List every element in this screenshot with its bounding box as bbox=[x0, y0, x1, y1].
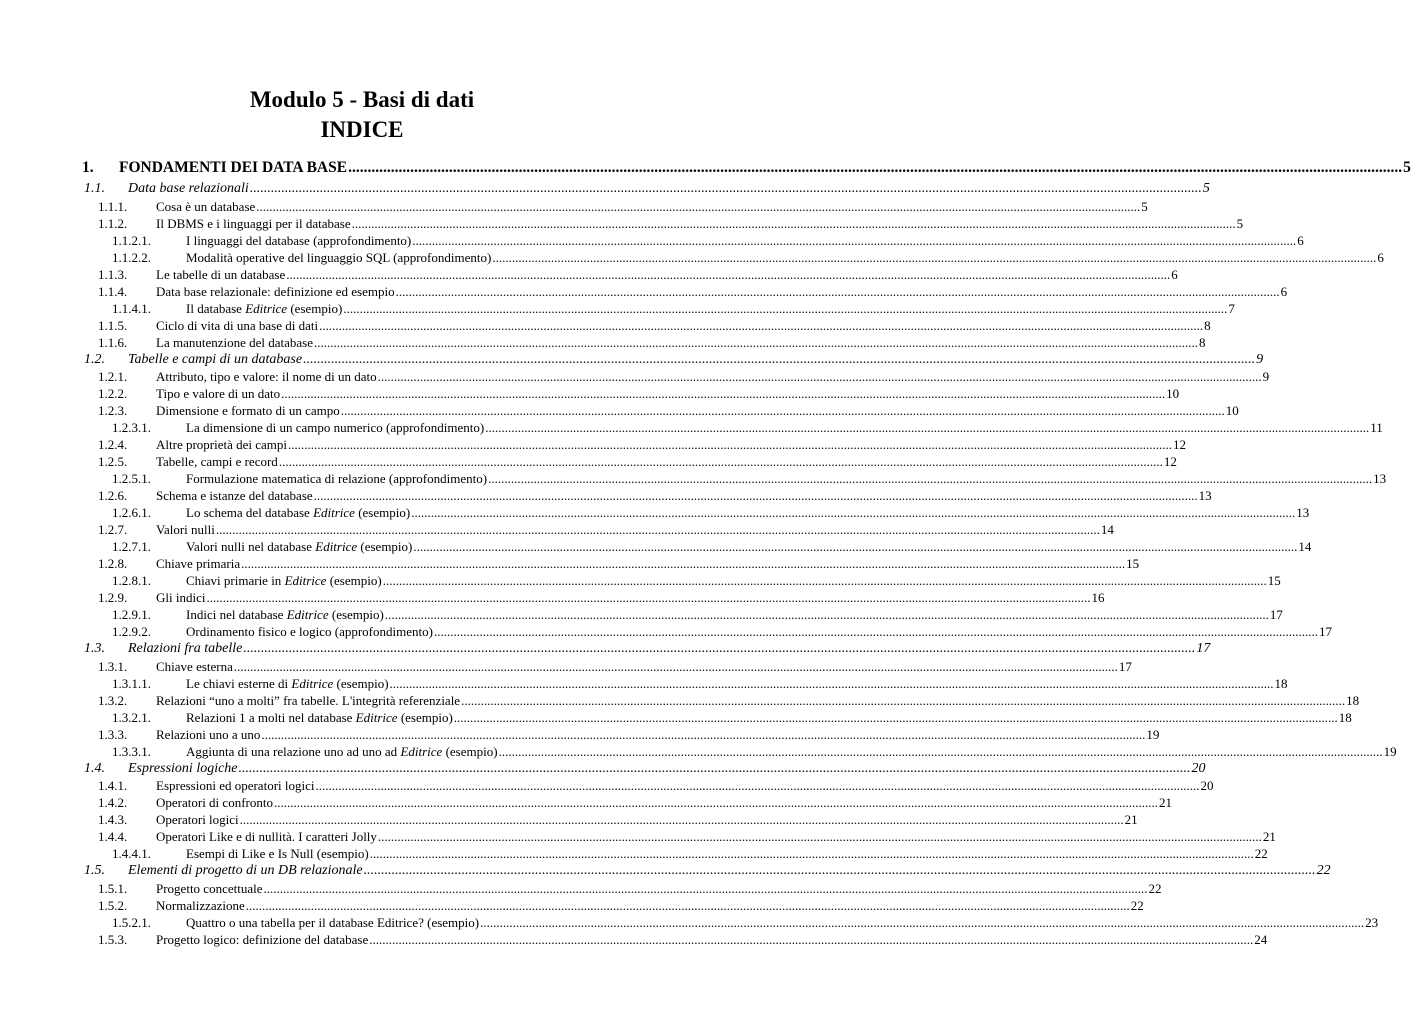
toc-entry-page: 15 bbox=[1267, 573, 1281, 589]
toc-entry-page: 5 bbox=[1141, 198, 1148, 214]
toc-entry-page: 10 bbox=[1225, 403, 1239, 419]
toc-entry-title bbox=[156, 726, 260, 743]
toc-entry-title-part: Gli indici bbox=[156, 590, 206, 606]
toc-dot-leader bbox=[261, 726, 1145, 743]
toc-entry-title-part: Data base relazionali bbox=[128, 181, 249, 196]
toc-entry-page: 13 bbox=[1296, 505, 1310, 521]
page-subtitle: INDICE bbox=[320, 117, 404, 142]
toc-entry-title-part: Lo schema del database bbox=[186, 505, 314, 521]
toc-entry[interactable] bbox=[82, 266, 1178, 283]
toc-entry[interactable] bbox=[82, 675, 1288, 692]
toc-dot-leader bbox=[352, 215, 1236, 232]
toc-entry-number: 1.1.2.1. bbox=[112, 232, 151, 248]
toc-entry[interactable] bbox=[82, 368, 1270, 385]
toc-dot-leader bbox=[461, 692, 1345, 709]
toc-entry[interactable] bbox=[82, 743, 1397, 760]
toc-entry-number: 1.4. bbox=[84, 760, 105, 776]
toc-entry-number: 1.1.2. bbox=[98, 215, 128, 231]
toc-dot-leader bbox=[303, 351, 1255, 369]
toc-entry-title-part: (esempio) bbox=[354, 505, 411, 521]
toc-entry-title-part: Attributo, tipo e valore: il nome di un dato bbox=[156, 369, 377, 385]
toc-entry-number: 1.5.1. bbox=[98, 880, 128, 896]
toc-entry-number: 1.2.4. bbox=[98, 437, 128, 453]
toc-entry-title bbox=[156, 880, 263, 897]
toc-entry-title bbox=[128, 760, 238, 778]
toc-dot-leader bbox=[286, 266, 1170, 283]
toc-entry-title bbox=[186, 232, 411, 249]
toc-entry[interactable] bbox=[82, 283, 1288, 300]
toc-entry-number: 1.1.4. bbox=[98, 283, 128, 299]
toc-dot-leader bbox=[279, 453, 1163, 470]
toc-entry-page: 9 bbox=[1256, 351, 1264, 367]
toc-entry-page: 14 bbox=[1298, 539, 1312, 555]
toc-entry[interactable] bbox=[82, 606, 1283, 623]
toc-entry-number: 1.3.1.1. bbox=[112, 675, 151, 691]
toc-entry[interactable] bbox=[82, 156, 1411, 180]
toc-entry-title bbox=[156, 368, 377, 385]
toc-entry[interactable] bbox=[82, 180, 1210, 198]
toc-entry-number: 1.3.3. bbox=[98, 726, 128, 742]
toc-entry-title-part: Il DBMS e i linguaggi per il database bbox=[156, 215, 351, 231]
toc-dot-leader bbox=[234, 658, 1118, 675]
toc-entry[interactable] bbox=[82, 300, 1235, 317]
toc-dot-leader bbox=[411, 504, 1295, 521]
toc-dot-leader bbox=[281, 385, 1165, 402]
toc-entry-number: 1.3.3.1. bbox=[112, 743, 151, 759]
toc-dot-leader bbox=[319, 317, 1203, 334]
toc-entry-title-part: Chiave primaria bbox=[156, 556, 241, 572]
toc-entry-page: 19 bbox=[1383, 743, 1397, 759]
toc-entry-title-part: (esempio) bbox=[287, 300, 343, 316]
toc-entry-title-part: Progetto concettuale bbox=[156, 880, 263, 896]
toc-entry-page: 6 bbox=[1280, 283, 1288, 299]
toc-entry-title-part: Editrice bbox=[286, 607, 329, 623]
toc-entry-title-part: Dimensione e formato di un campo bbox=[156, 403, 340, 419]
toc-dot-leader bbox=[314, 334, 1198, 351]
toc-entry-number: 1.2.9.1. bbox=[112, 607, 151, 623]
toc-entry-title-part: Editrice bbox=[313, 505, 355, 521]
toc-entry-title-part: Tipo e valore di un dato bbox=[156, 386, 281, 402]
page-title: Modulo 5 - Basi di dati bbox=[249, 87, 475, 112]
toc-dot-leader bbox=[216, 521, 1100, 538]
toc-entry-number: 1.5.2. bbox=[98, 897, 128, 913]
toc-entry-number: 1.3.1. bbox=[98, 658, 128, 674]
toc-entry-page: 17 bbox=[1196, 641, 1211, 657]
toc-dot-leader bbox=[378, 368, 1262, 385]
toc-entry-title-part: Schema e istanze del database bbox=[156, 488, 313, 504]
toc-entry-title-part: (esempio) bbox=[357, 539, 413, 555]
toc-entry-number: 1.2.8.1. bbox=[112, 573, 151, 589]
toc-entry-title-part: Le tabelle di un database bbox=[156, 266, 286, 282]
toc-entry-title bbox=[156, 385, 280, 402]
toc-entry-title-part: Progetto logico: definizione del database bbox=[156, 931, 369, 947]
toc-entry-page: 18 bbox=[1274, 675, 1288, 691]
toc-entry-title-part: Indici nel database bbox=[186, 607, 287, 623]
toc-entry-title bbox=[186, 623, 433, 640]
toc-entry-title bbox=[186, 249, 491, 266]
toc-entry-title bbox=[186, 504, 410, 521]
toc-entry-title bbox=[156, 811, 239, 828]
toc-entry-title-part: Operatori logici bbox=[156, 812, 239, 828]
toc-entry-title bbox=[128, 180, 249, 198]
toc-entry-number: 1.2.7.1. bbox=[112, 539, 151, 555]
toc-entry-title-part: Altre proprietà dei campi bbox=[156, 437, 288, 453]
toc-entry[interactable] bbox=[82, 623, 1332, 640]
toc-entry-number: 1.1.4.1. bbox=[112, 300, 151, 316]
toc-entry-title-part: Relazioni uno a uno bbox=[156, 726, 261, 742]
toc-entry-page: 17 bbox=[1118, 658, 1132, 674]
toc-entry[interactable] bbox=[82, 317, 1211, 334]
toc-entry-page: 17 bbox=[1269, 607, 1283, 623]
toc-entry-title bbox=[156, 931, 368, 948]
toc-dot-leader bbox=[239, 760, 1191, 778]
toc-dot-leader bbox=[243, 640, 1195, 658]
toc-entry-title bbox=[128, 351, 302, 369]
toc-dot-leader bbox=[241, 555, 1125, 572]
toc-entry-title-part: Chiave esterna bbox=[156, 658, 233, 674]
toc-entry-title-part: Formulazione matematica di relazione (approfondimento) bbox=[186, 471, 488, 487]
toc-entry-number: 1.1.5. bbox=[98, 317, 128, 333]
toc-entry[interactable] bbox=[82, 402, 1239, 419]
toc-entry[interactable] bbox=[82, 436, 1187, 453]
toc-entry-page: 13 bbox=[1373, 471, 1387, 487]
toc-entry-page: 8 bbox=[1204, 317, 1211, 333]
toc-dot-leader bbox=[274, 794, 1158, 811]
toc-entry-title bbox=[156, 402, 340, 419]
toc-entry-number: 1.4.2. bbox=[98, 795, 128, 811]
toc-entry-title-part: Espressioni logiche bbox=[128, 760, 238, 776]
toc-entry-title-part: Editrice bbox=[284, 573, 327, 589]
toc-entry-number: 1.4.4. bbox=[98, 829, 128, 845]
toc-entry-title-part: Editrice bbox=[291, 675, 334, 691]
toc-entry-title bbox=[186, 743, 498, 760]
toc-entry-number: 1.2.9. bbox=[98, 590, 128, 606]
toc-entry-page: 22 bbox=[1254, 846, 1268, 862]
toc-dot-leader bbox=[488, 470, 1372, 487]
toc-dot-leader bbox=[206, 589, 1090, 606]
toc-dot-leader bbox=[413, 538, 1297, 555]
toc-dot-leader bbox=[240, 811, 1124, 828]
toc-entry-number: 1.2.6. bbox=[98, 488, 128, 504]
toc-entry[interactable] bbox=[82, 504, 1310, 521]
toc-entry-title-part: Ciclo di vita di una base di dati bbox=[156, 317, 319, 333]
toc-entry[interactable] bbox=[82, 351, 1264, 369]
toc-entry[interactable] bbox=[82, 862, 1331, 880]
toc-entry-title-part: Tabelle e campi di un database bbox=[128, 351, 303, 367]
toc-entry-title-part: (esempio) bbox=[397, 709, 453, 725]
toc-entry-title-part: Esempi di Like e Is Null (esempio) bbox=[186, 846, 369, 862]
toc-entry-number: 1.4.1. bbox=[98, 778, 128, 794]
toc-entry-page: 19 bbox=[1146, 726, 1160, 742]
toc-entry[interactable] bbox=[82, 811, 1138, 828]
toc-entry-title-part: (esempio) bbox=[328, 607, 384, 623]
toc-entry-number: 1.1.2.2. bbox=[112, 249, 151, 265]
toc-entry-number: 1.2.3.1. bbox=[112, 420, 151, 436]
toc-entry-title bbox=[156, 555, 240, 572]
toc-dot-leader bbox=[383, 572, 1267, 589]
toc-entry-title bbox=[186, 538, 412, 555]
toc-entry[interactable] bbox=[82, 897, 1144, 914]
toc-entry-title bbox=[186, 845, 369, 862]
toc-entry-page: 21 bbox=[1158, 795, 1172, 811]
toc-entry-title bbox=[156, 334, 313, 351]
toc-dot-leader bbox=[434, 623, 1318, 640]
toc-entry-title bbox=[156, 317, 318, 334]
toc-entry-page: 18 bbox=[1346, 692, 1360, 708]
toc-entry-title bbox=[186, 606, 384, 623]
toc-entry-title-part: Relazioni “uno a molti” fra tabelle. L'integrità referenziale bbox=[156, 692, 461, 708]
toc-entry-number: 1.2.5. bbox=[98, 454, 128, 470]
toc-entry-page: 17 bbox=[1318, 624, 1332, 640]
toc-entry-title bbox=[186, 470, 487, 487]
toc-entry-page: 14 bbox=[1100, 522, 1114, 538]
toc-entry-title bbox=[156, 828, 377, 845]
toc-entry-title bbox=[156, 487, 313, 504]
toc-entry-number: 1.1.6. bbox=[98, 334, 128, 350]
toc-entry-title-part: La dimensione di un campo numerico (approfondimento) bbox=[186, 420, 485, 436]
toc-entry-page: 18 bbox=[1338, 709, 1352, 725]
toc-entry[interactable] bbox=[82, 794, 1172, 811]
toc-entry[interactable] bbox=[82, 419, 1383, 436]
toc-entry-page: 13 bbox=[1198, 488, 1212, 504]
toc-entry-title-part: Editrice bbox=[400, 743, 443, 759]
toc-entry-title-part: (esempio) bbox=[442, 743, 498, 759]
toc-entry-title-part: Data base relazionale: definizione ed esempio bbox=[156, 283, 395, 299]
toc-entry-title bbox=[156, 794, 273, 811]
toc-entry[interactable] bbox=[82, 572, 1281, 589]
toc-dot-leader bbox=[396, 283, 1280, 300]
toc-dot-leader bbox=[314, 487, 1198, 504]
toc-entry[interactable] bbox=[82, 470, 1387, 487]
toc-entry-title-part: Editrice bbox=[245, 300, 288, 316]
toc-entry-number: 1.5.2.1. bbox=[112, 914, 151, 930]
toc-entry[interactable] bbox=[82, 198, 1148, 215]
toc-entry-page: 6 bbox=[1377, 249, 1384, 265]
toc-entry[interactable] bbox=[82, 692, 1360, 709]
toc-entry-title-part: (esempio) bbox=[333, 675, 389, 691]
toc-entry-title-part: (esempio) bbox=[326, 573, 382, 589]
toc-entry[interactable] bbox=[82, 538, 1312, 555]
toc-dot-leader bbox=[250, 180, 1202, 198]
toc-entry-page: 22 bbox=[1316, 863, 1331, 879]
toc-entry-page: 6 bbox=[1171, 266, 1178, 282]
toc-entry-title bbox=[156, 777, 315, 794]
toc-entry[interactable] bbox=[82, 487, 1212, 504]
toc-entry-page: 12 bbox=[1163, 454, 1177, 470]
toc-entry-page: 21 bbox=[1124, 812, 1138, 828]
toc-entry-number: 1.2.3. bbox=[98, 403, 128, 419]
toc-entry-title bbox=[156, 589, 205, 606]
toc-entry-number: 1.1. bbox=[84, 181, 105, 196]
toc-entry-title-part: Relazioni fra tabelle bbox=[128, 641, 243, 657]
toc-dot-leader bbox=[256, 198, 1140, 215]
toc-entry-number: 1.3.2. bbox=[98, 692, 128, 708]
toc-dot-leader bbox=[390, 675, 1274, 692]
toc-entry-page: 22 bbox=[1148, 880, 1162, 896]
toc-dot-leader bbox=[385, 606, 1269, 623]
toc-entry-page: 12 bbox=[1173, 437, 1187, 453]
toc-dot-leader bbox=[485, 419, 1369, 436]
toc-entry-page: 8 bbox=[1199, 334, 1206, 350]
toc-entry-title-part: Chiavi primarie in bbox=[186, 573, 285, 589]
toc-entry-title-part: La manutenzione del database bbox=[156, 334, 314, 350]
toc-entry[interactable] bbox=[82, 589, 1105, 606]
toc-entry-number: 1.3.2.1. bbox=[112, 709, 151, 725]
toc-dot-leader bbox=[288, 436, 1172, 453]
toc-entry-title-part: Valori nulli nel database bbox=[186, 539, 316, 555]
toc-entry-page: 16 bbox=[1091, 590, 1105, 606]
toc-entry-title bbox=[156, 198, 255, 215]
toc-entry-title bbox=[128, 862, 363, 880]
toc-entry[interactable] bbox=[82, 760, 1206, 778]
toc-entry[interactable] bbox=[82, 914, 1379, 931]
toc-entry-number: 1.1.3. bbox=[98, 266, 128, 282]
toc-entry[interactable] bbox=[82, 658, 1132, 675]
toc-entry-number: 1.2.8. bbox=[98, 556, 128, 572]
toc-entry-number: 1.4.4.1. bbox=[112, 846, 151, 862]
toc-entry-page: 7 bbox=[1228, 300, 1235, 316]
toc-entry-title bbox=[156, 453, 278, 470]
toc-dot-leader bbox=[316, 777, 1200, 794]
toc-entry-title-part: Operatori di confronto bbox=[156, 795, 273, 811]
toc-entry-title-part: Modalità operative del linguaggio SQL (approfondimento) bbox=[186, 249, 492, 265]
toc-entry-title bbox=[186, 914, 479, 931]
toc-dot-leader bbox=[480, 914, 1364, 931]
toc-entry-number: 1.4.3. bbox=[98, 812, 128, 828]
toc-entry-title bbox=[186, 709, 453, 726]
toc-entry-title-part: Le chiavi esterne di bbox=[186, 675, 292, 691]
toc-entry-number: 1.1.1. bbox=[98, 198, 128, 214]
toc-entry[interactable] bbox=[82, 845, 1268, 862]
toc-entry-title bbox=[186, 300, 342, 317]
toc-entry-page: 20 bbox=[1191, 760, 1206, 776]
toc-entry-title bbox=[156, 266, 285, 283]
toc-dot-leader bbox=[246, 897, 1130, 914]
toc-entry[interactable] bbox=[82, 880, 1162, 897]
toc-entry[interactable] bbox=[82, 334, 1206, 351]
toc-entry-title-part: Cosa è un database bbox=[156, 198, 256, 214]
toc-entry[interactable] bbox=[82, 521, 1114, 538]
toc-entry-title-part: Relazioni 1 a molti nel database bbox=[186, 709, 356, 725]
toc-entry-title bbox=[156, 658, 233, 675]
toc-entry[interactable] bbox=[82, 726, 1160, 743]
toc-entry-page: 6 bbox=[1297, 232, 1304, 248]
toc-entry-number: 1.5. bbox=[84, 863, 105, 879]
toc-entry-page: 5 bbox=[1236, 215, 1244, 231]
toc-entry-page: 5 bbox=[1202, 181, 1210, 196]
toc-entry-number: 1.2.2. bbox=[98, 386, 128, 402]
toc-entry-page: 24 bbox=[1254, 931, 1268, 947]
toc-entry-page: 23 bbox=[1365, 914, 1379, 930]
toc-entry-title-part: I linguaggi del database (approfondimento) bbox=[186, 232, 412, 248]
toc-dot-leader bbox=[364, 862, 1316, 880]
toc-entry-title bbox=[156, 897, 245, 914]
toc-entry-number: 1.2.5.1. bbox=[112, 471, 151, 487]
toc-entry-page: 22 bbox=[1130, 897, 1144, 913]
toc-entry[interactable] bbox=[82, 828, 1276, 845]
toc-entry-number: 1.2.7. bbox=[98, 522, 128, 538]
toc-entry-number: 1.3. bbox=[84, 641, 105, 657]
toc-entry[interactable] bbox=[82, 215, 1244, 232]
toc-entry[interactable] bbox=[82, 385, 1180, 402]
toc-dot-leader bbox=[454, 709, 1338, 726]
toc-dot-leader bbox=[492, 249, 1376, 266]
toc-entry-page: 5 bbox=[1403, 159, 1411, 176]
toc-entry[interactable] bbox=[82, 640, 1211, 658]
toc-entry-number: 1. bbox=[82, 159, 94, 176]
toc-entry-title-part: Normalizzazione bbox=[156, 897, 245, 913]
toc-dot-leader bbox=[378, 828, 1262, 845]
toc-entry[interactable] bbox=[82, 232, 1304, 249]
toc-dot-leader bbox=[369, 931, 1253, 948]
toc-entry-title-part: Tabelle, campi e record bbox=[156, 454, 278, 470]
toc-entry-title bbox=[119, 156, 347, 180]
toc-entry-number: 1.2. bbox=[84, 351, 105, 367]
toc-dot-leader bbox=[341, 402, 1225, 419]
toc-entry-page: 9 bbox=[1262, 369, 1270, 385]
toc-entry-title-part: Editrice bbox=[355, 709, 398, 725]
toc-entry-title bbox=[156, 283, 395, 300]
toc-entry[interactable] bbox=[82, 453, 1177, 470]
toc-entry-number: 1.2.6.1. bbox=[112, 505, 151, 521]
toc-entry-title-part: Quattro o una tabella per il database Editrice? (esempio) bbox=[186, 914, 480, 930]
toc-entry-title-part: Espressioni ed operatori logici bbox=[156, 778, 315, 794]
toc-entry-title bbox=[186, 419, 484, 436]
toc-entry-page: 21 bbox=[1262, 829, 1276, 845]
toc-dot-leader bbox=[343, 300, 1227, 317]
toc-entry[interactable] bbox=[82, 709, 1352, 726]
toc-entry-title bbox=[186, 572, 382, 589]
toc-dot-leader bbox=[499, 743, 1383, 760]
toc-entry-page: 20 bbox=[1200, 778, 1214, 794]
toc-entry-page: 10 bbox=[1166, 386, 1180, 402]
toc-dot-leader bbox=[264, 880, 1148, 897]
toc-entry-page: 11 bbox=[1370, 420, 1383, 436]
toc-entry-title-part: Aggiunta di una relazione uno ad uno ad bbox=[186, 743, 401, 759]
toc-entry-title-part: Ordinamento fisico e logico (approfondimento) bbox=[186, 624, 433, 640]
toc-entry-number: 1.2.1. bbox=[98, 369, 128, 385]
toc-entry-title bbox=[186, 675, 389, 692]
toc-entry-number: 1.5.3. bbox=[98, 931, 128, 947]
toc-entry-title-part: Elementi di progetto di un DB relazionale bbox=[128, 863, 363, 879]
toc-entry-title-part: Operatori Like e di nullità. I caratteri Jolly bbox=[156, 829, 377, 845]
table-of-contents bbox=[82, 156, 1411, 948]
toc-entry-title bbox=[156, 692, 460, 709]
toc-entry[interactable] bbox=[82, 777, 1214, 794]
toc-entry[interactable] bbox=[82, 555, 1140, 572]
toc-entry-title-part: FONDAMENTI DEI DATA BASE bbox=[119, 159, 348, 176]
toc-entry[interactable] bbox=[82, 931, 1268, 948]
toc-entry[interactable] bbox=[82, 249, 1384, 266]
toc-dot-leader bbox=[348, 156, 1402, 180]
toc-entry-title-part: Il database bbox=[186, 300, 246, 316]
toc-entry-title-part: Valori nulli bbox=[156, 522, 215, 538]
toc-entry-title bbox=[156, 521, 215, 538]
toc-entry-title-part: Editrice bbox=[315, 539, 358, 555]
toc-entry-title bbox=[156, 436, 287, 453]
toc-dot-leader bbox=[412, 232, 1296, 249]
toc-entry-title bbox=[128, 640, 242, 658]
toc-entry-page: 15 bbox=[1126, 556, 1140, 572]
toc-dot-leader bbox=[370, 845, 1254, 862]
toc-entry-number: 1.2.9.2. bbox=[112, 624, 151, 640]
toc-entry-title bbox=[156, 215, 351, 232]
